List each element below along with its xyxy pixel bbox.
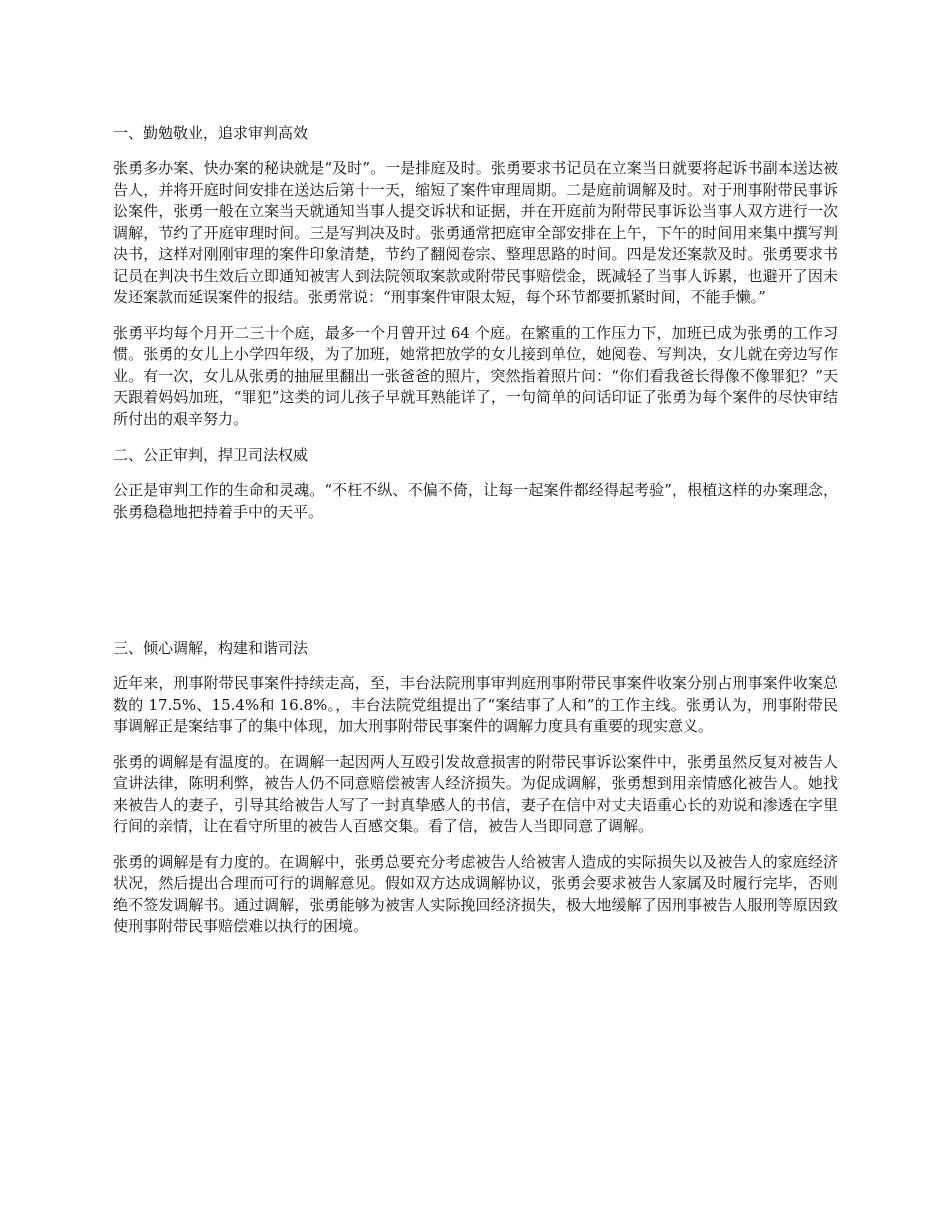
section-3-heading: 三、倾心调解，构建和谐司法 [113,639,309,657]
section-2-heading: 二、公正审判，捍卫司法权威 [113,446,309,464]
document-body [113,122,838,952]
section-2-paragraph-1: 公正是审判工作的生命和灵魂。“不枉不纵、不偏不倚，让每一起案件都经得起考验”，根植这样的办案理念，张勇稳稳地把持着手中的天平。 [113,481,838,521]
section-3-paragraph-2: 张勇的调解是有温度的。在调解一起因两人互殴引发故意损害的附带民事诉讼案件中，张勇虽然反复对被告人宣讲法律，陈明利弊，被告人仍不同意赔偿被害人经济损失。为促成调解，张勇想到用亲情感化被告人。她找来被告人的妻子，引导其给被告人写了一封真挚感人的书信，妻子在信中对丈夫语重心长的劝说和渗透在字里行间的亲情，让在看守所里的被告人百感交集。看了信，被告人当即同意了调解。 [113,752,838,835]
section-1-paragraph-2: 张勇平均每个月开二三十个庭，最多一个月曾开过 64 个庭。在繁重的工作压力下，加班已成为张勇的工作习惯。张勇的女儿上小学四年级，为了加班，她常把放学的女儿接到单位，她阅卷、写判决，女儿就在旁边写作业。有一次，女儿从张勇的抽屉里翻出一张爸爸的照片，突然指着照片问：“你们看我爸长得像不像罪犯？”天天跟着妈妈加班，“罪犯”这类的词儿孩子早就耳熟能详了，一句简单的问话印证了张勇为每个案件的尽快审结所付出的艰辛努力。 [113,323,838,428]
section-1-paragraph-1: 张勇多办案、快办案的秘诀就是“及时”。一是排庭及时。张勇要求书记员在立案当日就要将起诉书副本送达被告人，并将开庭时间安排在送达后第十一天，缩短了案件审理周期。二是庭前调解及时。对于刑事附带民事诉讼案件，张勇一般在立案当天就通知当事人提交诉状和证据，并在开庭前为附带民事诉讼当事人双方进行一次调解，节约了开庭审理时间。三是写判决及时。张勇通常把庭审全部安排在上午，下午的时间用来集中撰写判决书，这样对刚刚审理的案件印象清楚，节约了翻阅卷宗、整理思路的时间。四是发还案款及时。张勇要求书记员在判决书生效后立即通知被害人到法院领取案款或附带民事赔偿金，既减轻了当事人诉累，也避开了因未发还案款而延误案件的报结。张勇常说：“刑事案件审限太短，每个环节都要抓紧时间，不能手懒。” [113,159,838,306]
section-3-paragraph-1: 近年来，刑事附带民事案件持续走高，至，丰台法院刑事审判庭刑事附带民事案件收案分别占刑事案件收案总数的 17.5%、15.4%和 16.8%。，丰台法院党组提出了“案结事了人和”的工作主线。张勇认为，刑事附带民事调解正是案结事了的集中体现，加大刑事附带民事案件的调解力度具有重要的现实意义。 [113,674,838,735]
blank-space [113,537,838,637]
section-3-paragraph-3: 张勇的调解是有力度的。在调解中，张勇总要充分考虑被告人给被害人造成的实际损失以及被告人的家庭经济状况，然后提出合理而可行的调解意见。假如双方达成调解协议，张勇会要求被告人家属及时履行完毕，否则绝不签发调解书。通过调解，张勇能够为被害人实际挽回经济损失，极大地缓解了因刑事被告人服刑等原因致使刑事附带民事赔偿难以执行的困境。 [113,852,838,935]
section-1-heading: 一、勤勉敬业，追求审判高效 [113,124,309,142]
